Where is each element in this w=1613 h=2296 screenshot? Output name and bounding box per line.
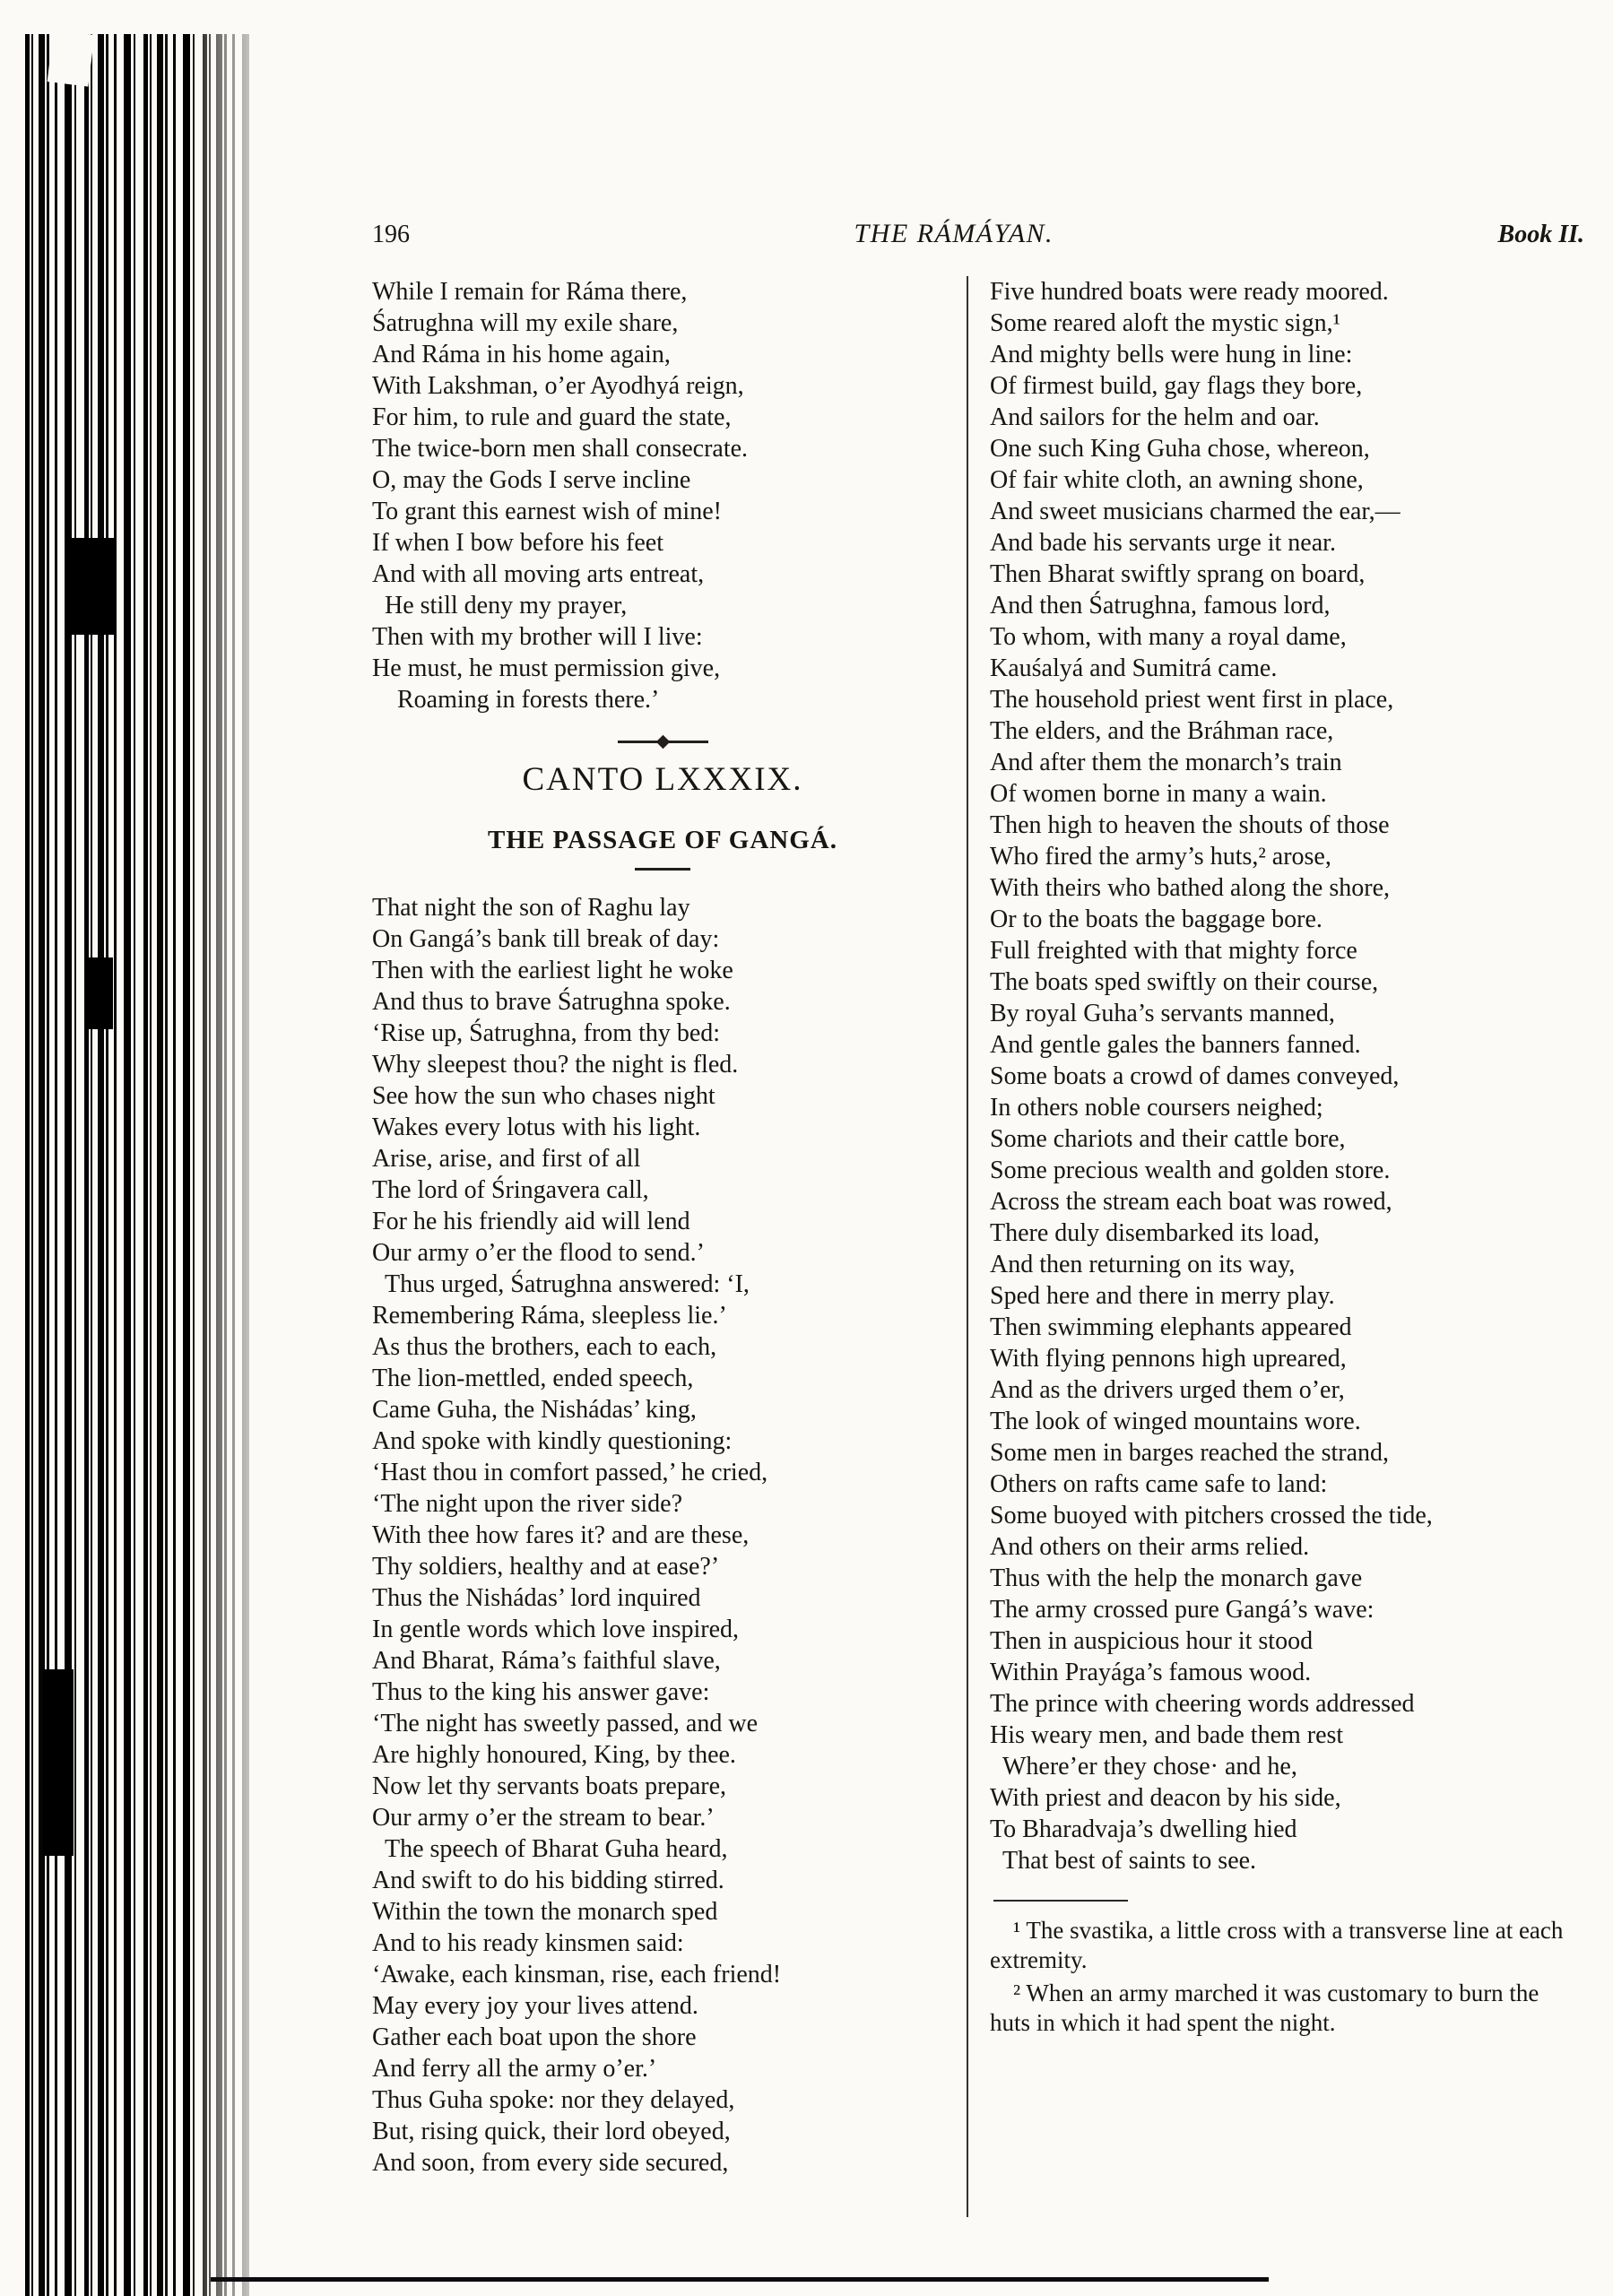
poem-line: Thus urged, Śatrughna answered: ‘I, <box>372 1270 750 1298</box>
poem-line: Where’er they chose· and he, <box>990 1753 1297 1780</box>
poem-line: With Lakshman, o’er Ayodhyá reign, <box>372 372 744 400</box>
scan-smudge <box>43 1669 74 1856</box>
poem-line: The speech of Bharat Guha heard, <box>372 1835 728 1863</box>
scan-bottom-line <box>211 2277 1269 2282</box>
diamond-ornament-icon <box>655 734 670 749</box>
running-title: THE RÁMÁYAN. <box>854 219 1054 248</box>
poem-line: Kauśalyá and Sumitrá came. <box>990 654 1278 682</box>
poem-line: Thus with the help the monarch gave <box>990 1564 1363 1592</box>
poem-line: ‘The night has sweetly passed, and we <box>372 1710 758 1737</box>
poem-line: And sailors for the helm and oar. <box>990 403 1320 431</box>
poem-line: Or to the boats the baggage bore. <box>990 905 1322 933</box>
poem-line: Our army o’er the flood to send.’ <box>372 1239 705 1267</box>
poem-line: See how the sun who chases night <box>372 1082 715 1110</box>
scan-gutter-artifact <box>25 34 251 2296</box>
poem-line: Within Prayága’s famous wood. <box>990 1659 1312 1686</box>
poem-line: Then high to heaven the shouts of those <box>990 811 1390 839</box>
poem-line: But, rising quick, their lord obeyed, <box>372 2118 731 2145</box>
poem-line: As thus the brothers, each to each, <box>372 1333 717 1361</box>
poem-line: And sweet musicians charmed the ear,— <box>990 498 1401 525</box>
poem-line: Thus to the king his answer gave: <box>372 1678 710 1706</box>
poem-line: The twice-born men shall consecrate. <box>372 435 749 463</box>
poem-line: ‘Awake, each kinsman, rise, each friend! <box>372 1961 782 1988</box>
poem-line: Thus Guha spoke: nor they delayed, <box>372 2086 735 2114</box>
poem-line: Thus the Nishádas’ lord inquired <box>372 1584 701 1612</box>
poem-line: And ferry all the army o’er.’ <box>372 2055 657 2083</box>
poem-line: While I remain for Ráma there, <box>372 278 688 306</box>
scan-notch <box>48 30 95 86</box>
poem-line: With flying pennons high upreared, <box>990 1345 1347 1373</box>
poem-line: May every joy your lives attend. <box>372 1992 698 2020</box>
poem-line: Full freighted with that mighty force <box>990 937 1357 965</box>
poem-line: The elders, and the Bráhman race, <box>990 717 1334 745</box>
poem-line: And swift to do his bidding stirred. <box>372 1867 724 1894</box>
poem-line: O, may the Gods I serve incline <box>372 466 691 494</box>
poem-line: ‘Hast thou in comfort passed,’ he cried, <box>372 1459 768 1486</box>
poem-line: The lord of Śringavera call, <box>372 1176 649 1204</box>
scan-smudge <box>86 957 113 1029</box>
poem-line: Some buoyed with pitchers crossed the tide, <box>990 1502 1433 1529</box>
poem-line: ‘The night upon the river side? <box>372 1490 683 1518</box>
poem-line: The boats sped swiftly on their course, <box>990 968 1379 996</box>
poem-line: And after them the monarch’s train <box>990 749 1342 776</box>
poem-line: One such King Guha chose, whereon, <box>990 435 1370 463</box>
poem-line: Some chariots and their cattle bore, <box>990 1125 1346 1153</box>
poem-line: By royal Guha’s servants manned, <box>990 1000 1335 1027</box>
footnote-rule <box>993 1900 1128 1902</box>
poem-line: Within the town the monarch sped <box>372 1898 718 1926</box>
poem-line: Then with the earliest light he woke <box>372 957 733 984</box>
poem-line: He must, he must permission give, <box>372 654 721 682</box>
poem-line: And Ráma in his home again, <box>372 341 671 368</box>
poem-line: And soon, from every side secured, <box>372 2149 729 2177</box>
poem-line: Of fair white cloth, an awning shone, <box>990 466 1364 494</box>
poem-line: If when I bow before his feet <box>372 529 663 557</box>
poem-line: The look of winged mountains wore. <box>990 1408 1361 1435</box>
poem-line: Then with my brother will I live: <box>372 623 703 651</box>
poem-line: With theirs who bathed along the shore, <box>990 874 1390 902</box>
stanza-block <box>372 276 953 715</box>
poem-line: Roaming in forests there.’ <box>372 686 660 714</box>
poem-line: Gather each boat upon the shore <box>372 2023 697 2051</box>
poem-line: Are highly honoured, King, by thee. <box>372 1741 736 1769</box>
poem-line: The army crossed pure Gangá’s wave: <box>990 1596 1375 1624</box>
poem-line: To whom, with many a royal dame, <box>990 623 1347 651</box>
poem-line: To Bharadvaja’s dwelling hied <box>990 1815 1297 1843</box>
poem-line: For him, to rule and guard the state, <box>372 403 732 431</box>
canto-poem-left <box>372 892 953 2179</box>
poem-line: His weary men, and bade them rest <box>990 1721 1344 1749</box>
poem-line: And bade his servants urge it near. <box>990 529 1336 557</box>
poem-line: Why sleepest thou? the night is fled. <box>372 1051 739 1079</box>
poem-line: Then swimming elephants appeared <box>990 1313 1352 1341</box>
poem-line: Others on rafts came safe to land: <box>990 1470 1328 1498</box>
left-column <box>372 276 953 2179</box>
poem-line: ‘Rise up, Śatrughna, from thy bed: <box>372 1019 721 1047</box>
poem-line: Then in auspicious hour it stood <box>990 1627 1314 1655</box>
poem-line: On Gangá’s bank till break of day: <box>372 925 720 953</box>
poem-line: And then Śatrughna, famous lord, <box>990 592 1331 619</box>
poem-line: In others noble coursers neighed; <box>990 1094 1323 1122</box>
footnote: ¹ The svastika, a little cross with a transverse line at each extremity. <box>990 1917 1564 1973</box>
poem-line: Some men in barges reached the strand, <box>990 1439 1390 1467</box>
poem-line: Some precious wealth and golden store. <box>990 1157 1391 1184</box>
poem-line: With priest and deacon by his side, <box>990 1784 1341 1812</box>
poem-line: Arise, arise, and first of all <box>372 1145 641 1173</box>
poem-line: Five hundred boats were ready moored. <box>990 278 1389 306</box>
poem-line: Some boats a crowd of dames conveyed, <box>990 1062 1400 1090</box>
poem-line: Some reared aloft the mystic sign,¹ <box>990 309 1340 337</box>
poem-line: That night the son of Raghu lay <box>372 894 690 922</box>
poem-line: In gentle words which love inspired, <box>372 1616 740 1643</box>
poem-line: For he his friendly aid will lend <box>372 1208 690 1235</box>
page-number: 196 <box>372 221 410 248</box>
poem-line: And mighty bells were hung in line: <box>990 341 1353 368</box>
poem-line: With thee how fares it? and are these, <box>372 1521 750 1549</box>
poem-line: And Bharat, Ráma’s faithful slave, <box>372 1647 721 1675</box>
ornament-separator <box>372 735 953 748</box>
poem-line: And as the drivers urged them o’er, <box>990 1376 1345 1404</box>
section-title: THE PASSAGE OF GANGÁ. <box>488 826 837 854</box>
canto-poem-right <box>990 276 1583 1876</box>
poem-line: And then returning on its way, <box>990 1251 1296 1278</box>
poem-line: That best of saints to see. <box>990 1847 1257 1875</box>
poem-line: Then Bharat swiftly sprang on board, <box>990 560 1366 588</box>
section-rule <box>635 868 690 871</box>
scan-smudge <box>66 538 117 635</box>
page-header <box>372 219 1584 249</box>
poem-line: Now let thy servants boats prepare, <box>372 1772 726 1800</box>
poem-line: And others on their arms relied. <box>990 1533 1310 1561</box>
footnote: ² When an army marched it was customary to burn the huts in which it had spent the night. <box>990 1980 1539 2036</box>
poem-line: And to his ready kinsmen said: <box>372 1929 684 1957</box>
poem-line: Thy soldiers, healthy and at ease?’ <box>372 1553 720 1581</box>
poem-line: And spoke with kindly questioning: <box>372 1427 733 1455</box>
poem-line: Who fired the army’s huts,² arose, <box>990 843 1331 871</box>
poem-line: Our army o’er the stream to bear.’ <box>372 1804 715 1832</box>
poem-line: Of firmest build, gay flags they bore, <box>990 372 1363 400</box>
canto-heading: CANTO LXXXIX. <box>522 761 803 798</box>
poem-line: Remembering Ráma, sleepless lie.’ <box>372 1302 727 1330</box>
poem-line: Of women borne in many a wain. <box>990 780 1327 808</box>
poem-line: And with all moving arts entreat, <box>372 560 705 588</box>
footnotes-block <box>990 1916 1583 2038</box>
poem-line: The prince with cheering words addressed <box>990 1690 1415 1718</box>
book-label: Book II. <box>1497 221 1584 248</box>
poem-line: Came Guha, the Nishádas’ king, <box>372 1396 697 1424</box>
column-divider-rule <box>967 276 968 2217</box>
poem-line: And gentle gales the banners fanned. <box>990 1031 1361 1059</box>
poem-line: Across the stream each boat was rowed, <box>990 1188 1392 1216</box>
poem-line: To grant this earnest wish of mine! <box>372 498 722 525</box>
poem-line: The household priest went first in place, <box>990 686 1394 714</box>
poem-line: He still deny my prayer, <box>372 592 628 619</box>
poem-line: Sped here and there in merry play. <box>990 1282 1335 1310</box>
poem-line: Śatrughna will my exile share, <box>372 309 679 337</box>
poem-line: There duly disembarked its load, <box>990 1219 1320 1247</box>
poem-line: The lion-mettled, ended speech, <box>372 1365 694 1392</box>
poem-line: Wakes every lotus with his light. <box>372 1113 701 1141</box>
poem-line: And thus to brave Śatrughna spoke. <box>372 988 731 1016</box>
right-column <box>990 276 1583 2041</box>
